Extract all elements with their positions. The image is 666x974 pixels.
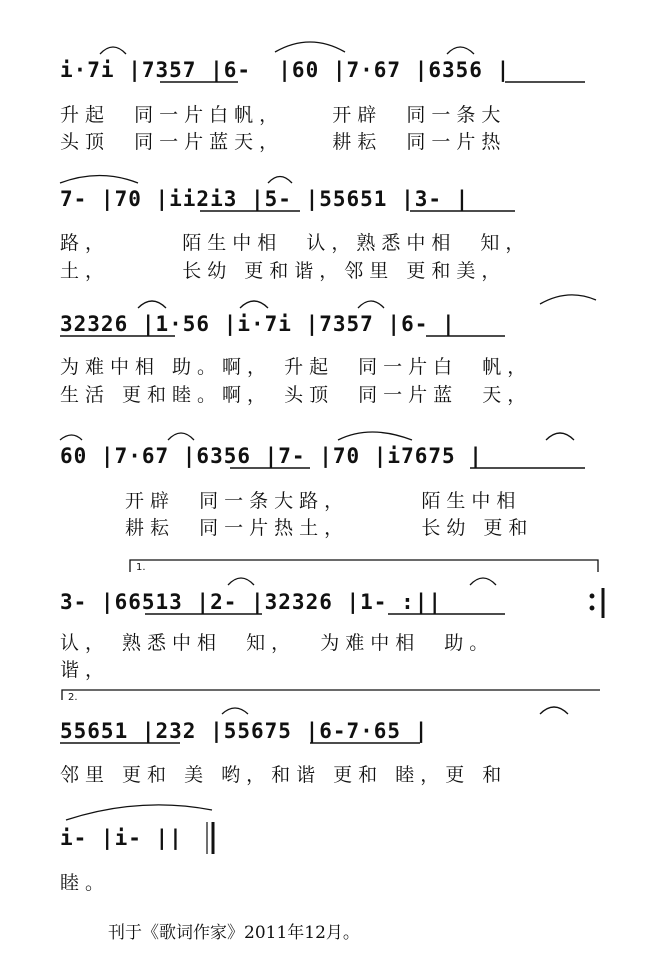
- notation-line-4: 60 |7·67 |6356 |7- |70 |i7675 |: [60, 444, 483, 468]
- volta-1-bracket: [130, 560, 598, 572]
- lyric-line-7a: 睦。: [60, 872, 111, 894]
- lyric-line-2a: 路， 陌生中相 认，熟悉中相 知，: [60, 232, 531, 254]
- lyric-line-1a: 升起 同一片白帆， 开辟 同一条大: [60, 104, 507, 126]
- slur: [546, 433, 574, 440]
- lyric-line-3a: 为难中相 助。啊， 升起 同一片白 帆，: [60, 356, 533, 378]
- slur: [222, 708, 248, 714]
- notation-line-6: 55651 |232 |55675 |6-7·65 |: [60, 719, 429, 743]
- slur: [60, 435, 82, 440]
- publication-caption: 刊于《歌词作家》2011年12月。: [108, 923, 360, 943]
- slur: [66, 805, 212, 820]
- slur: [168, 433, 194, 440]
- slur: [60, 176, 138, 184]
- slur: [275, 42, 345, 52]
- notation-line-7: i- |i- ||: [60, 826, 183, 850]
- lyric-line-5a: 认， 熟悉中相 知， 为难中相 助。: [60, 632, 495, 654]
- slur: [228, 578, 254, 585]
- lyric-line-4b: 耕耘 同一片热土， 长幼 更和: [125, 517, 534, 539]
- slur: [540, 295, 596, 304]
- lyric-line-6a: 邻里 更和 美 哟，和谐 更和 睦，更 和: [60, 764, 508, 786]
- slur: [338, 432, 412, 440]
- lyric-line-4a: 开辟 同一条大路， 陌生中相: [125, 490, 522, 512]
- slur: [358, 301, 384, 308]
- slur: [138, 301, 166, 308]
- slur: [268, 177, 292, 184]
- notation-line-3: 32326 |1·56 |i·7i |7357 |6- |: [60, 312, 456, 336]
- slur: [540, 707, 568, 714]
- lyric-line-1b: 头顶 同一片蓝天， 耕耘 同一片热: [60, 131, 507, 153]
- notation-line-2: 7- |70 |ii2i3 |5- |55651 |3- |: [60, 187, 470, 211]
- volta-2-label: 2.: [68, 692, 78, 703]
- volta-1-label: 1.: [136, 562, 146, 573]
- slur: [447, 47, 474, 54]
- lyric-line-5b: 谐，: [60, 659, 111, 681]
- slur: [240, 301, 268, 308]
- lyric-line-2b: 土， 长幼 更和谐，邻里 更和美，: [60, 260, 507, 282]
- volta-2-bracket: [62, 690, 600, 700]
- notation-line-5: 3- |66513 |2- |32326 |1- :||: [60, 590, 443, 614]
- slur: [470, 578, 496, 585]
- notation-line-1: i·7i |7357 |6- |60 |7·67 |6356 |: [60, 58, 511, 82]
- slur: [100, 47, 126, 54]
- lyric-line-3b: 生活 更和睦。啊， 头顶 同一片蓝 天，: [60, 384, 533, 406]
- repeat-dot: [590, 606, 594, 610]
- repeat-dot: [590, 594, 594, 598]
